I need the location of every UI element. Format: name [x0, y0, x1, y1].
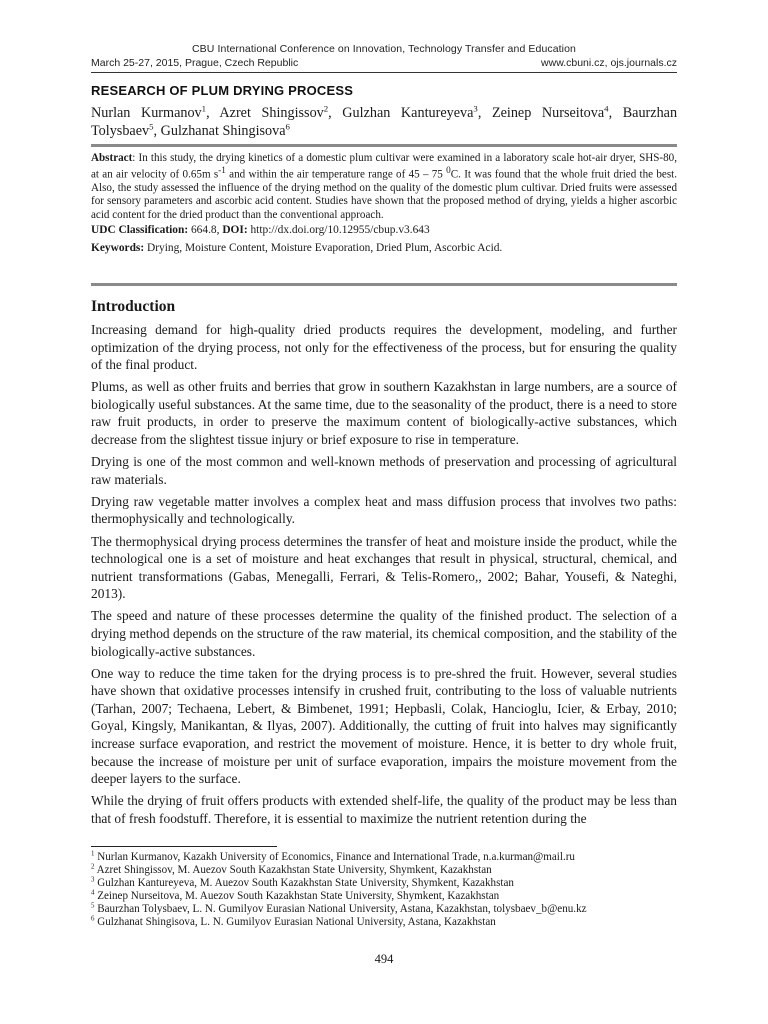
- abstract-superscript: 0: [446, 166, 451, 177]
- header-line-2: [91, 57, 677, 69]
- footnote: [91, 890, 677, 903]
- author-name: Zeinep Nurseitova: [491, 105, 605, 121]
- abstract: [91, 152, 677, 222]
- footnote-text: Baurzhan Tolysbaev, L. N. Gumilyov Eurasian National University, Astana, Kazakhstan, tolysbaev_b@enu.kz: [94, 903, 587, 916]
- author-footnote-mark: 2: [323, 103, 329, 114]
- footnote-text: Gulzhanat Shingisova, L. N. Gumilyov Eurasian National University, Astana, Kazakhstan: [94, 916, 496, 929]
- author-separator: ,: [328, 105, 343, 121]
- footnote-mark: 6: [91, 915, 95, 923]
- udc-value: 664.8,: [188, 223, 223, 236]
- abstract-text: and within the air temperature range of 45 – 75: [225, 168, 447, 181]
- author-footnote-mark: 6: [285, 121, 290, 132]
- conference-date-place: March 25-27, 2015, Prague, Czech Republic: [91, 57, 299, 69]
- running-header: [91, 43, 677, 73]
- footnote: [91, 851, 677, 864]
- doi-link[interactable]: http://dx.doi.org/10.12955/cbup.v3.643: [247, 223, 430, 236]
- abstract-block: [91, 152, 677, 255]
- abstract-bottom-rule: [91, 283, 677, 286]
- header-rule: [91, 72, 677, 73]
- author-footnote-mark: 1: [201, 103, 207, 114]
- conference-websites: www.cbuni.cz, ojs.journals.cz: [541, 57, 677, 69]
- author-name: Baurzhan Tolysbaev: [91, 105, 678, 139]
- section-heading: Introduction: [91, 298, 176, 315]
- paragraph: The speed and nature of these processes determine the quality of the finished product. The selection of a drying method depends on the structure of the raw material, its chemical composition, and the stability of the biologically-active substances.: [91, 608, 677, 659]
- footnote-text: Nurlan Kurmanov, Kazakh University of Economics, Finance and International Trade, n.a.kurman@mail.ru: [94, 851, 575, 863]
- footnote-separator: [91, 846, 277, 847]
- author-name: Azret Shingissov: [219, 105, 324, 121]
- paper-title: RESEARCH OF PLUM DRYING PROCESS: [91, 83, 354, 98]
- author-separator: ,: [153, 123, 161, 139]
- author-separator: ,: [477, 105, 492, 121]
- paragraph: While the drying of fruit offers products with extended shelf-life, the quality of the product may be less than that of fresh foodstuff. Therefore, it is essential to maximize the nutrient retention during the: [91, 793, 677, 826]
- keywords-label: Keywords:: [91, 241, 145, 254]
- author-footnote-mark: 4: [604, 103, 609, 114]
- paragraph: Plums, as well as other fruits and berries that grow in southern Kazakhstan in large numbers, are a source of biologically useful substances. At the same time, due to the seasonality of the product, there is a need to store raw fruit products, in order to preserve the maximum content of biologically-active substances, which decrease from the slightest tissue injury or brief exposure to rise in temperature.: [91, 379, 677, 448]
- footnote-mark: 2: [91, 863, 95, 871]
- author-name: Gulzhanat Shingisova: [160, 123, 286, 139]
- footnote-mark: 3: [91, 876, 95, 884]
- footnote-text: Azret Shingissov, M. Auezov South Kazakhstan State University, Shymkent, Kazakhstan: [94, 864, 492, 877]
- udc-doi-line: [91, 224, 677, 237]
- body-text: [91, 321, 677, 832]
- author-separator: ,: [608, 105, 623, 121]
- conference-name: CBU International Conference on Innovation, Technology Transfer and Education: [192, 43, 576, 55]
- author-footnote-mark: 5: [149, 121, 154, 132]
- author-name: Gulzhan Kantureyeva: [342, 105, 474, 121]
- footnote: [91, 864, 677, 877]
- paragraph: Increasing demand for high-quality dried products requires the development, modeling, and further optimization of the drying process, not only for the effectiveness of the process, but for ensuring the quality of the final product.: [91, 322, 677, 373]
- page-number: 494: [374, 952, 394, 966]
- author-separator: ,: [206, 105, 220, 121]
- author-list: [91, 104, 677, 140]
- abstract-text: C. It was found that the whole fruit dried the best. Also, the study assessed the influence of the drying method on the quality of the domestic plum cultivar. Dried fruits were assessed for sensory parameters and ascorbic acid content. Studies have shown that the proposed method of drying, yields a higher ascorbic acid content for the dried product than the conventional approach.: [91, 168, 677, 221]
- footnote-mark: 4: [91, 889, 95, 897]
- paragraph: One way to reduce the time taken for the drying process is to pre-shred the fruit. However, several studies have shown that oxidative processes intensify in crushed fruit, contributing to the loss of valuable nutrients (Tarhan, 2007; Techaena, Lebert, & Bimbenet, 1991; Hepbasli, Colak, Hancioglu, Icier, & Erbay, 2010; Goyal, Kingsly, Manikantan, & Ilyas, 2007). Additionally, the cutting of fruit into halves may significantly increase surface evaporation, and restrict the movement of moisture. Hence, it is better to dry whole fruit, because the increase of moisture per unit of surface evaporation, impairs the moisture movement from the deeper layers to the surface.: [91, 665, 677, 787]
- abstract-label: Abstract: [91, 152, 133, 164]
- udc-label: UDC Classification:: [91, 223, 189, 236]
- keywords-line: [91, 242, 677, 255]
- doi-label: DOI:: [222, 223, 248, 236]
- paragraph: Drying raw vegetable matter involves a complex heat and mass diffusion process that involves two paths: thermophysically and technologically.: [91, 493, 677, 527]
- abstract-text: : In this study, the drying kinetics of a domestic plum cultivar were examined in a laboratory scale hot-air dryer, SHS-80, at an air velocity of 0.65m s: [91, 152, 677, 181]
- footnote: [91, 877, 677, 890]
- footnote: [91, 903, 677, 916]
- paragraph: The thermophysical drying process determines the transfer of heat and moisture inside the product, while the technological one is a set of moisture and heat exchanges that result in physical, structural, chemical, and nutrient transformations (Gabas, Menegalli, Ferrari, & Telis-Romero,, 2002; Bahar, Yousefi, & Nateghi, 2013).: [91, 533, 677, 602]
- footnote-text: Gulzhan Kantureyeva, M. Auezov South Kazakhstan State University, Shymkent, Kazakhstan: [94, 877, 514, 890]
- footnote-mark: 5: [91, 902, 95, 910]
- footnotes: [91, 851, 677, 930]
- footnote: [91, 916, 677, 929]
- author-name: Nurlan Kurmanov: [91, 105, 202, 121]
- author-footnote-mark: 3: [473, 103, 478, 114]
- keywords-value: Drying, Moisture Content, Moisture Evaporation, Dried Plum, Ascorbic Acid.: [144, 241, 503, 254]
- footnote-text: Zeinep Nurseitova, M. Auezov South Kazakhstan State University, Shymkent, Kazakhstan: [94, 890, 500, 903]
- abstract-superscript: -1: [218, 166, 226, 177]
- footnote-mark: 1: [91, 850, 95, 858]
- abstract-top-rule: [91, 144, 677, 147]
- paragraph: Drying is one of the most common and well-known methods of preservation and processing of agricultural raw materials.: [91, 454, 677, 487]
